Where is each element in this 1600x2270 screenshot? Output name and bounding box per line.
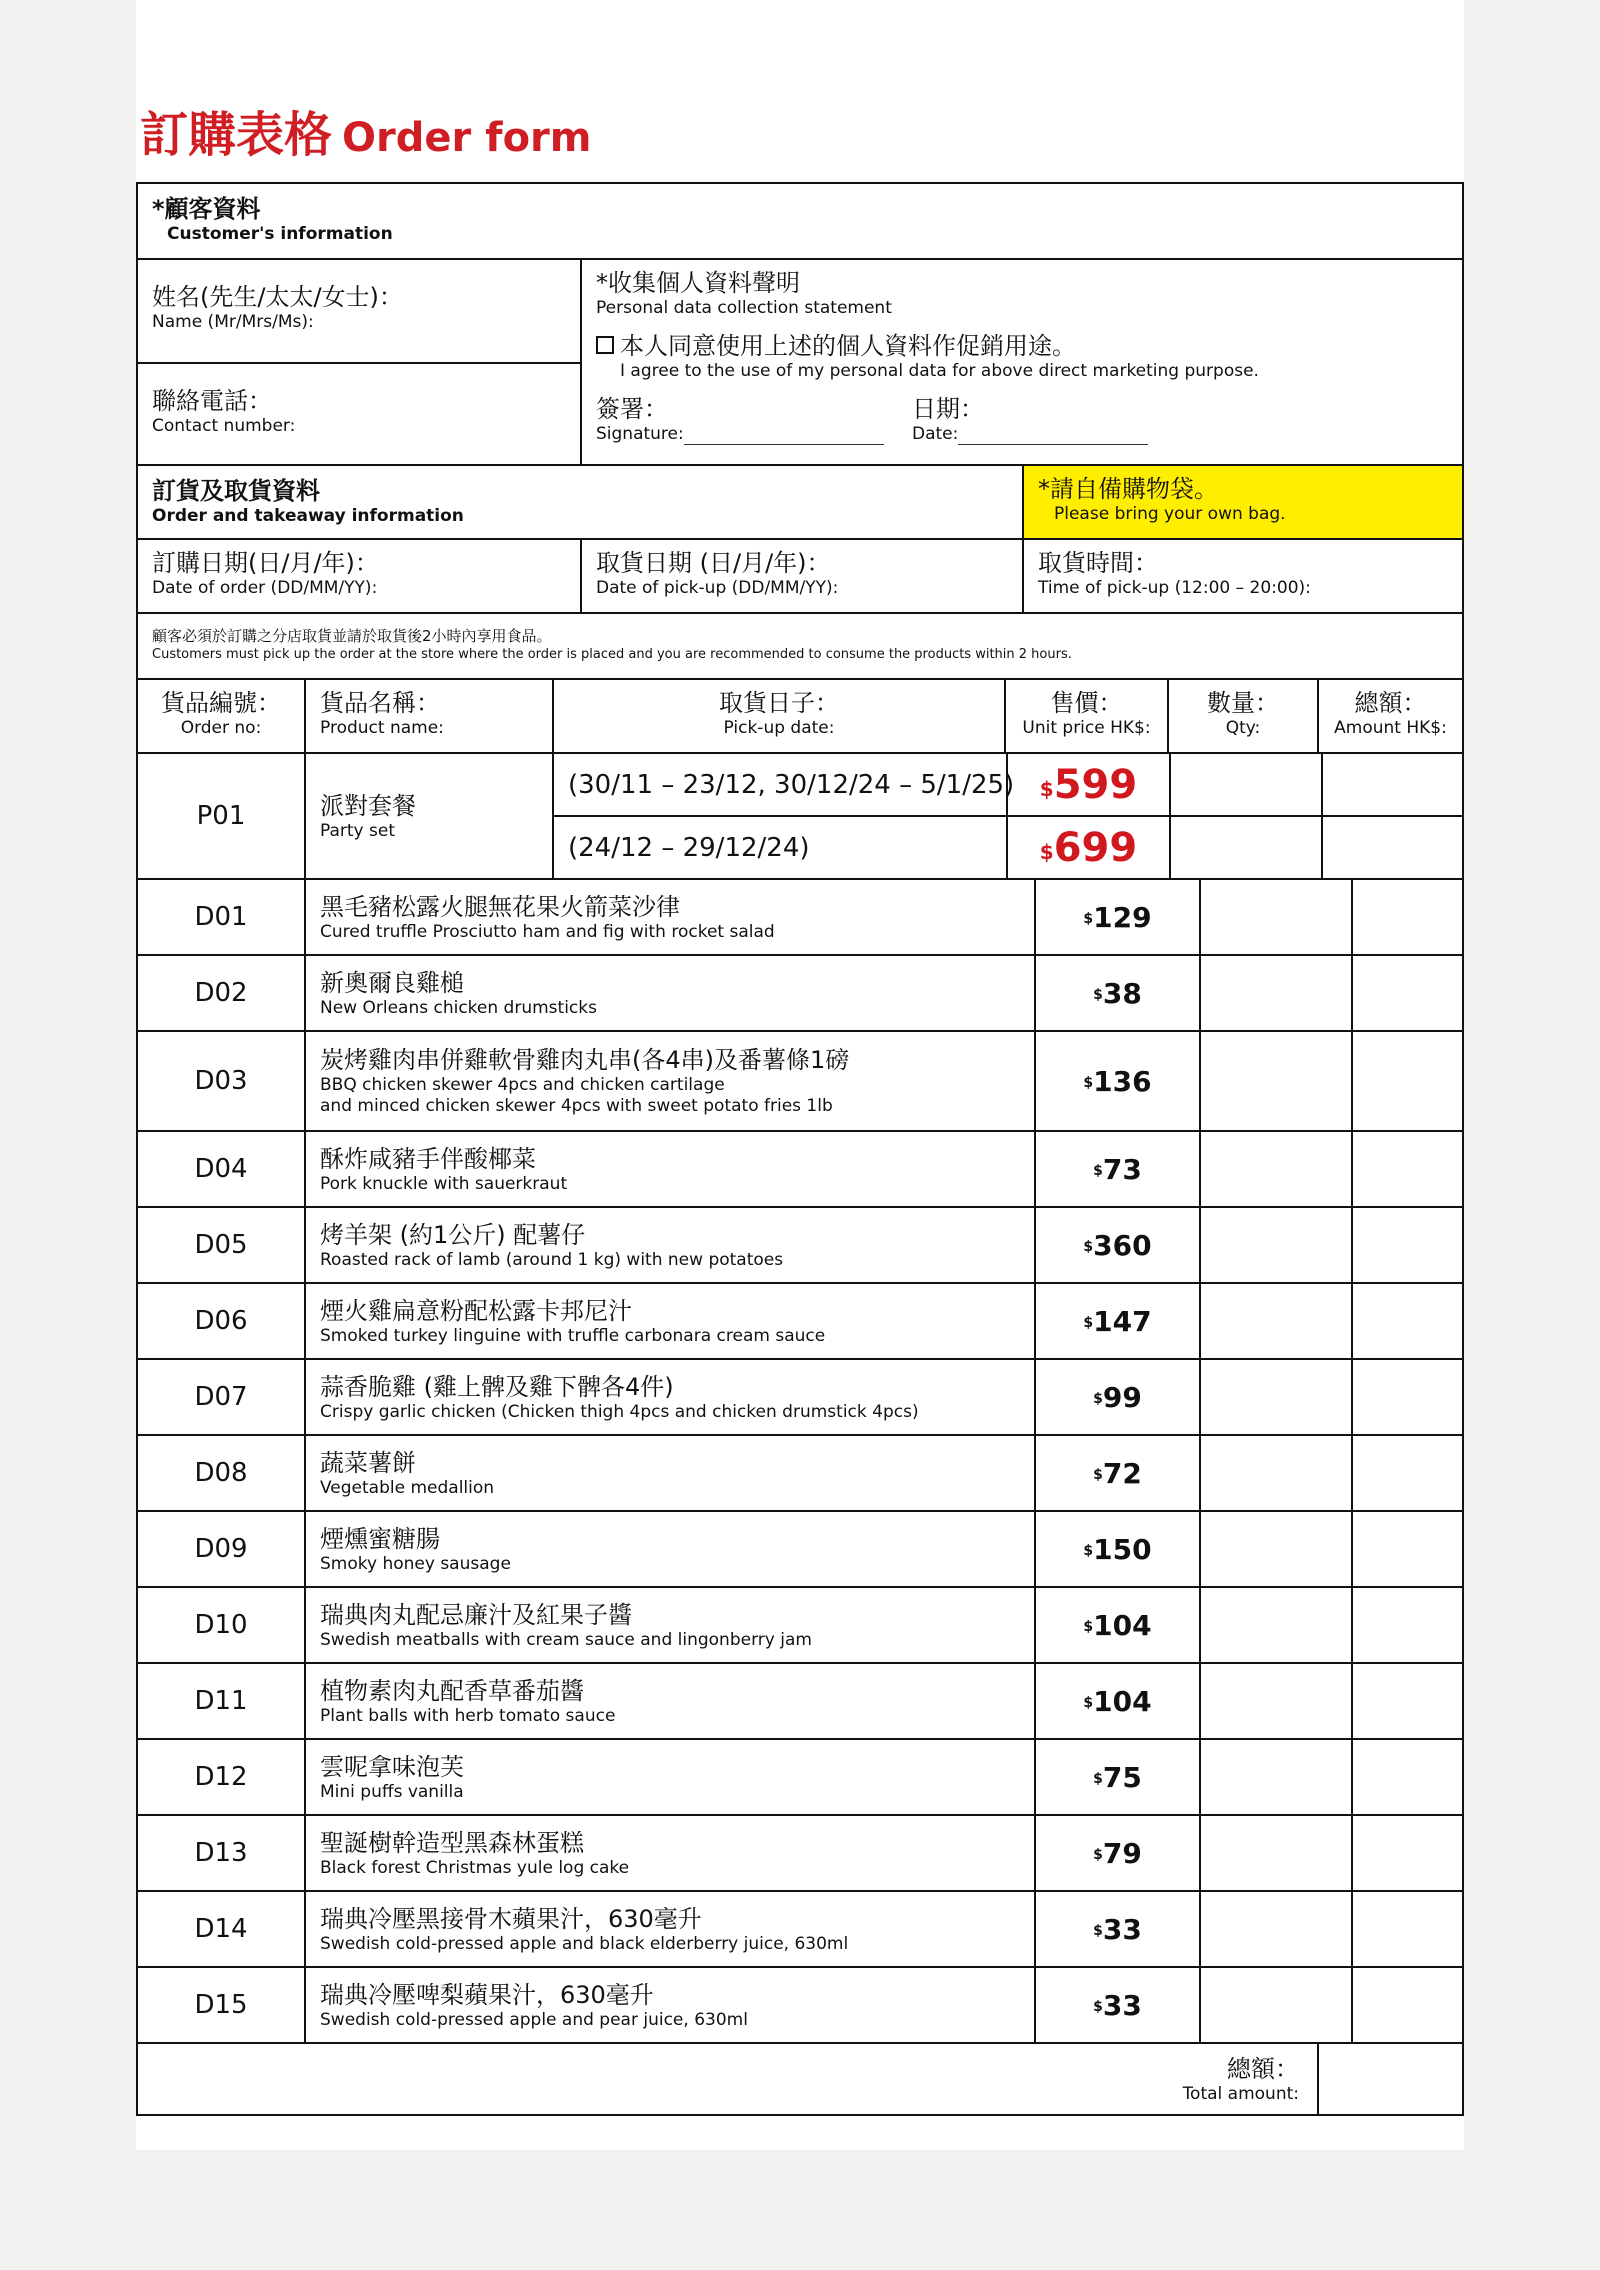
item-name	[304, 1892, 1034, 1966]
table-row-d01	[138, 878, 1462, 954]
name-field[interactable]	[138, 260, 580, 362]
item-qty-field[interactable]	[1199, 1588, 1351, 1662]
pickup-date-label-zh: 取貨日期 (日/月/年)：	[596, 549, 831, 577]
pickup-notice-zh: 顧客必須於訂購之分店取貨並請於取貨後2小時內享用食品。	[152, 627, 552, 645]
col-qty-en: Qty:	[1225, 718, 1261, 738]
page-title	[140, 96, 591, 165]
item-name	[304, 1968, 1034, 2042]
item-no: D05	[194, 1230, 248, 1260]
table-row-d14	[138, 1890, 1462, 1966]
item-qty-field[interactable]	[1199, 1664, 1351, 1738]
pickup-date-label-en: Date of pick-up (DD/MM/YY):	[596, 578, 839, 598]
item-name-en: Black forest Christmas yule log cake	[320, 1857, 630, 1878]
party-option-2-dates: (24/12 – 29/12/24)	[568, 832, 810, 863]
col-no-zh: 貨品編號：	[161, 689, 281, 717]
currency-symbol: $	[1093, 1771, 1103, 1787]
item-amount-field[interactable]	[1351, 956, 1462, 1030]
item-qty-field[interactable]	[1199, 1740, 1351, 1814]
total-row	[138, 2042, 1462, 2114]
bag-notice	[1022, 466, 1462, 538]
item-price	[1034, 1664, 1199, 1738]
party-option-1	[554, 754, 1169, 815]
pdcs-title-zh: *收集個人資料聲明	[596, 269, 800, 297]
col-qty-zh: 數量：	[1207, 689, 1279, 717]
item-no: D11	[194, 1686, 248, 1716]
pdcs-section	[580, 260, 1462, 464]
order-info-heading-zh: 訂貨及取貨資料	[152, 477, 320, 505]
item-price-value: 99	[1102, 1380, 1142, 1414]
currency-symbol: $	[1083, 1315, 1094, 1331]
item-no: D15	[194, 1990, 248, 2020]
item-name-en: Crispy garlic chicken (Chicken thigh 4pcs and chicken drumstick 4pcs)	[320, 1401, 919, 1422]
item-name	[304, 1208, 1034, 1282]
name-label-en: Name (Mr/Mrs/Ms):	[152, 312, 314, 332]
item-qty-field[interactable]	[1199, 1436, 1351, 1510]
signature-label-en: Signature:	[596, 424, 684, 444]
phone-label-en: Contact number:	[152, 416, 296, 436]
item-price	[1034, 1968, 1199, 2042]
table-row-d02	[138, 954, 1462, 1030]
party-no: P01	[196, 801, 246, 831]
signature-label-zh: 簽署：	[596, 395, 668, 423]
pickup-date-field[interactable]	[580, 540, 1022, 612]
item-qty-field[interactable]	[1199, 1360, 1351, 1434]
table-row-d10	[138, 1586, 1462, 1662]
item-no: D04	[194, 1154, 248, 1184]
total-label-en: Total amount:	[1182, 2084, 1299, 2104]
col-pick-en: Pick-up date:	[723, 718, 835, 738]
item-qty-field[interactable]	[1199, 956, 1351, 1030]
item-name	[304, 1032, 1034, 1130]
item-name-en: Plant balls with herb tomato sauce	[320, 1705, 616, 1726]
item-price-value: 72	[1102, 1456, 1142, 1490]
phone-label-zh: 聯絡電話：	[152, 387, 272, 415]
item-name-zh: 瑞典肉丸配忌廉汁及紅果子醬	[320, 1600, 632, 1629]
item-name-zh: 煙火雞扁意粉配松露卡邦尼汁	[320, 1296, 632, 1325]
agree-text-en: I agree to the use of my personal data for above direct marketing purpose.	[620, 361, 1259, 381]
item-no: D10	[194, 1610, 248, 1640]
item-name	[304, 1436, 1034, 1510]
col-header-pickup	[552, 680, 1004, 752]
item-name	[304, 1360, 1034, 1434]
order-info-heading-row	[138, 464, 1462, 538]
party-amount	[1321, 754, 1462, 878]
order-date-label-en: Date of order (DD/MM/YY):	[152, 578, 378, 598]
item-amount-field[interactable]	[1351, 1032, 1462, 1130]
item-qty-field[interactable]	[1199, 1032, 1351, 1130]
bag-notice-zh: *請自備購物袋。	[1038, 475, 1218, 503]
phone-field[interactable]	[138, 362, 580, 464]
col-header-amount	[1317, 680, 1462, 752]
item-qty-field[interactable]	[1199, 1284, 1351, 1358]
party-name-zh: 派對套餐	[320, 791, 416, 820]
item-no: D03	[194, 1066, 248, 1096]
party-set-row	[138, 752, 1462, 878]
item-no: D08	[194, 1458, 248, 1488]
item-no: D14	[194, 1914, 248, 1944]
total-label-zh: 總額：	[1227, 2055, 1299, 2083]
item-price	[1034, 880, 1199, 954]
item-amount-field[interactable]	[1351, 1892, 1462, 1966]
item-name-zh: 聖誕樹幹造型黑森林蛋糕	[320, 1828, 584, 1857]
item-qty-field[interactable]	[1199, 1892, 1351, 1966]
item-price-value: 104	[1093, 1684, 1152, 1718]
col-name-en: Product name:	[320, 718, 444, 738]
item-amount-field[interactable]	[1351, 1968, 1462, 2042]
order-date-field[interactable]	[138, 540, 580, 612]
item-name-en: Smoked turkey linguine with truffle carbonara cream sauce	[320, 1325, 826, 1346]
item-price-value: 104	[1093, 1608, 1152, 1642]
item-name-zh: 黑毛豬松露火腿無花果火箭菜沙律	[320, 892, 680, 921]
signature-line	[684, 426, 884, 445]
item-price	[1034, 1816, 1199, 1890]
item-name	[304, 956, 1034, 1030]
item-qty-field[interactable]	[1199, 880, 1351, 954]
currency-symbol: $	[1083, 1075, 1094, 1091]
date-line	[958, 426, 1148, 445]
order-date-label-zh: 訂購日期(日/月/年)：	[152, 549, 379, 577]
item-name-zh: 新奧爾良雞槌	[320, 968, 464, 997]
currency-symbol: $	[1083, 1543, 1094, 1559]
col-header-no	[138, 680, 304, 752]
item-price	[1034, 1892, 1199, 1966]
total-amount-field[interactable]	[1317, 2044, 1462, 2114]
item-name	[304, 880, 1034, 954]
item-name	[304, 1816, 1034, 1890]
table-row-d12	[138, 1738, 1462, 1814]
currency-symbol: $	[1039, 776, 1054, 801]
item-price-value: 75	[1102, 1760, 1142, 1794]
item-name-zh: 雲呢拿味泡芙	[320, 1752, 464, 1781]
currency-symbol: $	[1093, 1847, 1103, 1863]
item-price	[1034, 1360, 1199, 1434]
item-amount-field[interactable]	[1351, 1512, 1462, 1586]
item-no: D07	[194, 1382, 248, 1412]
table-row-d11	[138, 1662, 1462, 1738]
item-price-value: 136	[1093, 1064, 1152, 1098]
agree-checkbox[interactable]	[596, 336, 614, 354]
col-pick-zh: 取貨日子：	[719, 689, 839, 717]
col-amt-zh: 總額：	[1354, 689, 1427, 717]
col-price-en: Unit price HK$:	[1022, 718, 1151, 738]
party-qty-2[interactable]	[1171, 815, 1321, 878]
item-qty-field[interactable]	[1199, 1132, 1351, 1206]
party-name	[304, 754, 552, 878]
item-price-value: 33	[1102, 1988, 1142, 2022]
item-price-value: 129	[1093, 900, 1152, 934]
item-name-zh: 酥炸咸豬手伴酸椰菜	[320, 1144, 536, 1173]
col-header-price	[1004, 680, 1167, 752]
party-option-2	[554, 815, 1169, 878]
item-no: D09	[194, 1534, 248, 1564]
order-form	[136, 182, 1464, 2116]
pdcs-title-en: Personal data collection statement	[596, 298, 892, 318]
pickup-notice-row	[138, 612, 1462, 678]
item-price	[1034, 1740, 1199, 1814]
item-amount-field[interactable]	[1351, 1740, 1462, 1814]
item-price-value: 73	[1102, 1152, 1142, 1186]
item-name	[304, 1588, 1034, 1662]
currency-symbol: $	[1083, 911, 1094, 927]
item-name-en: Swedish cold-pressed apple and black elderberry juice, 630ml	[320, 1933, 849, 1954]
item-amount-field[interactable]	[1351, 1208, 1462, 1282]
customer-heading-en: Customer's information	[167, 224, 393, 244]
item-name-en: New Orleans chicken drumsticks	[320, 997, 597, 1018]
item-price	[1034, 1032, 1199, 1130]
item-no: D06	[194, 1306, 248, 1336]
item-name-en-2: and minced chicken skewer 4pcs with sweet potato fries 1lb	[320, 1096, 833, 1116]
item-name-zh: 蒜香脆雞 (雞上髀及雞下髀各4件)	[320, 1372, 674, 1401]
currency-symbol: $	[1093, 1999, 1103, 2015]
table-header-row	[138, 678, 1462, 752]
item-price-value: 150	[1093, 1532, 1152, 1566]
item-name-zh: 蔬菜薯餅	[320, 1448, 416, 1477]
table-row-d15	[138, 1966, 1462, 2042]
party-amount-1[interactable]	[1323, 754, 1462, 815]
table-row-d08	[138, 1434, 1462, 1510]
item-qty-field[interactable]	[1199, 1512, 1351, 1586]
pickup-notice-en: Customers must pick up the order at the store where the order is placed and you are recommended to consume the products within 2 hours.	[152, 647, 1072, 662]
pickup-time-label-zh: 取貨時間：	[1038, 549, 1158, 577]
date-label-en: Date:	[912, 424, 959, 444]
item-name	[304, 1284, 1034, 1358]
pickup-time-field[interactable]	[1022, 540, 1462, 612]
item-amount-field[interactable]	[1351, 880, 1462, 954]
party-qty-1[interactable]	[1171, 754, 1321, 815]
party-amount-2[interactable]	[1323, 815, 1462, 878]
table-row-d07	[138, 1358, 1462, 1434]
pickup-time-label-en: Time of pick-up (12:00 – 20:00):	[1038, 578, 1311, 598]
item-name-en: Swedish cold-pressed apple and pear juice, 630ml	[320, 2009, 748, 2030]
col-header-qty	[1167, 680, 1317, 752]
table-row-d03	[138, 1030, 1462, 1130]
item-price-value: 33	[1102, 1912, 1142, 1946]
item-qty-field[interactable]	[1199, 1968, 1351, 2042]
customer-heading-row	[138, 184, 1462, 258]
currency-symbol: $	[1093, 1923, 1103, 1939]
item-price	[1034, 1436, 1199, 1510]
item-amount-field[interactable]	[1351, 1816, 1462, 1890]
title-en: Order form	[342, 115, 592, 161]
party-option-2-price-value: 699	[1053, 824, 1138, 871]
col-name-zh: 貨品名稱：	[320, 689, 440, 717]
dates-row	[138, 538, 1462, 612]
item-price-value: 79	[1102, 1836, 1142, 1870]
item-price	[1034, 1132, 1199, 1206]
item-name-en: Smoky honey sausage	[320, 1553, 511, 1574]
customer-details-row	[138, 258, 1462, 464]
item-price	[1034, 956, 1199, 1030]
party-option-1-dates: (30/11 – 23/12, 30/12/24 – 5/1/25)	[568, 769, 1015, 800]
item-name-zh: 煙燻蜜糖腸	[320, 1524, 440, 1553]
customer-heading-zh: *顧客資料	[152, 195, 261, 223]
item-name-zh: 植物素肉丸配香草番茄醬	[320, 1676, 584, 1705]
currency-symbol: $	[1093, 1467, 1103, 1483]
item-name-en: BBQ chicken skewer 4pcs and chicken cartilage	[320, 1075, 725, 1095]
item-name	[304, 1132, 1034, 1206]
table-row-d09	[138, 1510, 1462, 1586]
date-label-zh: 日期：	[912, 395, 984, 423]
item-amount-field[interactable]	[1351, 1132, 1462, 1206]
item-price-value: 360	[1093, 1228, 1152, 1262]
party-qty	[1169, 754, 1321, 878]
item-name-en: Vegetable medallion	[320, 1477, 495, 1498]
name-label-zh: 姓名(先生/太太/女士)：	[152, 283, 403, 311]
item-name	[304, 1664, 1034, 1738]
item-amount-field[interactable]	[1351, 1436, 1462, 1510]
item-name-en: Pork knuckle with sauerkraut	[320, 1173, 568, 1194]
item-name-zh: 烤羊架 (約1公斤) 配薯仔	[320, 1220, 586, 1249]
item-amount-field[interactable]	[1351, 1664, 1462, 1738]
bag-notice-en: Please bring your own bag.	[1054, 504, 1286, 524]
col-price-zh: 售價：	[1050, 689, 1123, 717]
party-name-en: Party set	[320, 820, 396, 841]
table-row-d05	[138, 1206, 1462, 1282]
table-row-d13	[138, 1814, 1462, 1890]
item-no: D01	[194, 902, 248, 932]
item-price	[1034, 1588, 1199, 1662]
item-price-value: 38	[1102, 976, 1142, 1010]
agree-text-zh: 本人同意使用上述的個人資料作促銷用途。	[620, 332, 1076, 360]
table-row-d06	[138, 1282, 1462, 1358]
item-name-zh: 瑞典冷壓黑接骨木蘋果汁，630毫升	[320, 1904, 702, 1933]
item-name	[304, 1740, 1034, 1814]
item-price-value: 147	[1093, 1304, 1152, 1338]
item-no: D13	[194, 1838, 248, 1868]
currency-symbol: $	[1093, 987, 1103, 1003]
total-label	[138, 2044, 1317, 2114]
party-option-2-price	[1006, 817, 1169, 878]
currency-symbol: $	[1039, 839, 1054, 864]
item-no: D02	[194, 978, 248, 1008]
currency-symbol: $	[1083, 1619, 1094, 1635]
item-name-en: Cured truffle Prosciutto ham and fig with rocket salad	[320, 921, 775, 942]
item-amount-field[interactable]	[1351, 1588, 1462, 1662]
order-info-heading-en: Order and takeaway information	[152, 506, 464, 526]
item-amount-field[interactable]	[1351, 1284, 1462, 1358]
item-qty-field[interactable]	[1199, 1208, 1351, 1282]
currency-symbol: $	[1093, 1391, 1103, 1407]
item-price	[1034, 1208, 1199, 1282]
party-option-1-price-value: 599	[1053, 761, 1138, 808]
item-price	[1034, 1284, 1199, 1358]
signature-field[interactable]	[596, 394, 912, 445]
date-field[interactable]	[912, 394, 1148, 445]
item-name-en: Swedish meatballs with cream sauce and lingonberry jam	[320, 1629, 812, 1650]
currency-symbol: $	[1083, 1239, 1094, 1255]
item-name-zh: 瑞典冷壓啤梨蘋果汁，630毫升	[320, 1980, 654, 2009]
item-name-zh: 炭烤雞肉串併雞軟骨雞肉丸串(各4串)及番薯條1磅	[320, 1046, 850, 1074]
product-list	[138, 878, 1462, 2042]
item-name-en: Roasted rack of lamb (around 1 kg) with new potatoes	[320, 1249, 784, 1270]
col-header-name	[304, 680, 552, 752]
col-no-en: Order no:	[180, 718, 262, 738]
item-no: D12	[194, 1762, 248, 1792]
party-option-1-price	[1006, 754, 1169, 815]
item-name-en: Mini puffs vanilla	[320, 1781, 464, 1802]
col-amt-en: Amount HK$:	[1334, 718, 1447, 738]
item-amount-field[interactable]	[1351, 1360, 1462, 1434]
currency-symbol: $	[1083, 1695, 1094, 1711]
currency-symbol: $	[1093, 1163, 1103, 1179]
item-name	[304, 1512, 1034, 1586]
item-qty-field[interactable]	[1199, 1816, 1351, 1890]
title-zh: 訂購表格	[140, 107, 333, 163]
item-price	[1034, 1512, 1199, 1586]
table-row-d04	[138, 1130, 1462, 1206]
party-options	[552, 754, 1169, 878]
